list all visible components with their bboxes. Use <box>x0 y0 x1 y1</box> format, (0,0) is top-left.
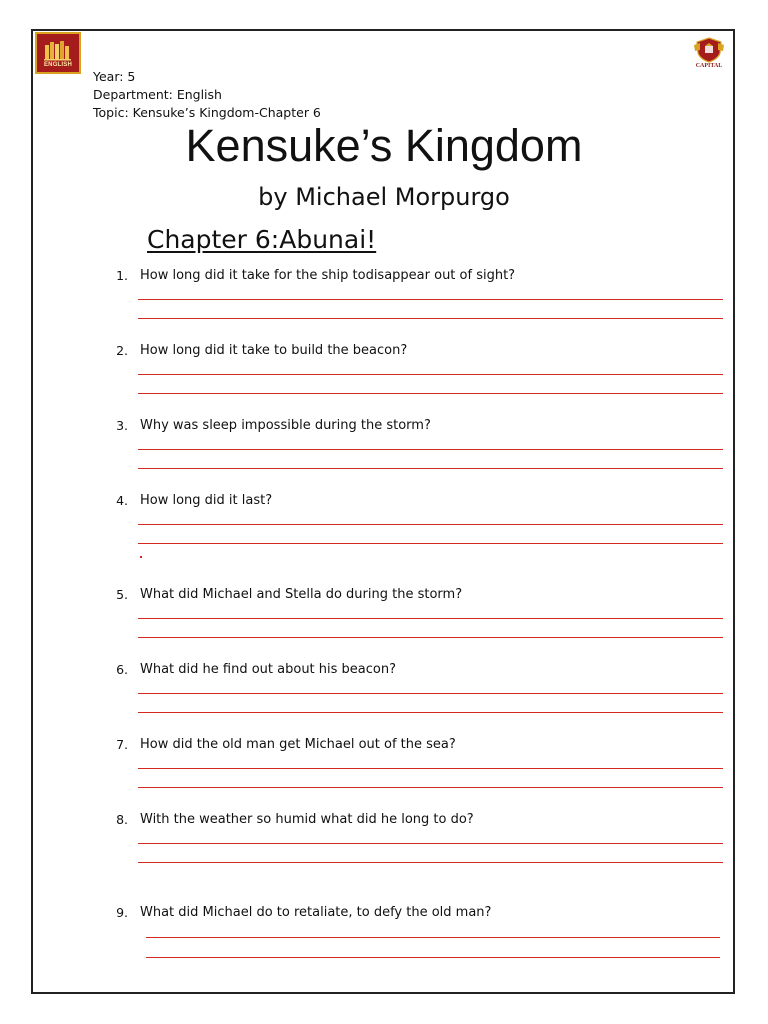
answer-line[interactable] <box>138 843 723 844</box>
question-number: 5. <box>116 587 128 602</box>
answer-line[interactable] <box>138 393 723 394</box>
question-text: How long did it take for the ship todisappear out of sight? <box>140 268 516 283</box>
answer-line[interactable] <box>138 449 723 450</box>
question-text: What did Michael and Stella do during the storm? <box>140 587 463 602</box>
answer-line[interactable] <box>138 543 723 544</box>
question-text: How long did it take to build the beacon? <box>140 343 408 358</box>
answer-line[interactable] <box>138 299 723 300</box>
worksheet-info <box>93 68 321 122</box>
question-text: What did he find out about his beacon? <box>140 662 396 677</box>
year-line: Year: 5 <box>93 69 136 84</box>
department-line: Department: English <box>93 87 222 102</box>
question-text: How did the old man get Michael out of the sea? <box>140 737 456 752</box>
question-number: 3. <box>116 418 128 433</box>
answer-line[interactable] <box>138 862 723 863</box>
answer-line[interactable] <box>138 787 723 788</box>
question-text: What did Michael do to retaliate, to defy the old man? <box>140 905 492 920</box>
question-number: 8. <box>116 812 128 827</box>
english-department-logo <box>35 32 81 74</box>
answer-line[interactable] <box>146 957 720 958</box>
stray-dot <box>140 556 142 558</box>
question-number: 2. <box>116 343 128 358</box>
answer-line[interactable] <box>138 712 723 713</box>
answer-line[interactable] <box>138 693 723 694</box>
answer-line[interactable] <box>138 637 723 638</box>
answer-line[interactable] <box>146 937 720 938</box>
question-text: Why was sleep impossible during the storm? <box>140 418 431 433</box>
topic-line: Topic: Kensuke’s Kingdom-Chapter 6 <box>93 105 321 120</box>
question-text: With the weather so humid what did he long to do? <box>140 812 474 827</box>
crest-icon <box>690 36 728 64</box>
question-number: 6. <box>116 662 128 677</box>
question-number: 9. <box>116 905 128 920</box>
answer-line[interactable] <box>138 768 723 769</box>
page-border <box>31 29 735 994</box>
question-number: 4. <box>116 493 128 508</box>
book-author: by Michael Morpurgo <box>258 183 510 211</box>
answer-line[interactable] <box>138 318 723 319</box>
book-title: Kensuke’s Kingdom <box>185 120 583 171</box>
answer-line[interactable] <box>138 468 723 469</box>
school-crest-logo <box>690 36 728 74</box>
logo-label: ENGLISH <box>43 62 73 68</box>
crest-label: CAPITAL <box>695 63 723 69</box>
books-icon <box>43 39 73 61</box>
question-number: 1. <box>116 268 128 283</box>
question-text: How long did it last? <box>140 493 273 508</box>
answer-line[interactable] <box>138 374 723 375</box>
answer-line[interactable] <box>138 524 723 525</box>
chapter-heading: Chapter 6:Abunai! <box>147 225 377 254</box>
question-number: 7. <box>116 737 128 752</box>
answer-line[interactable] <box>138 618 723 619</box>
